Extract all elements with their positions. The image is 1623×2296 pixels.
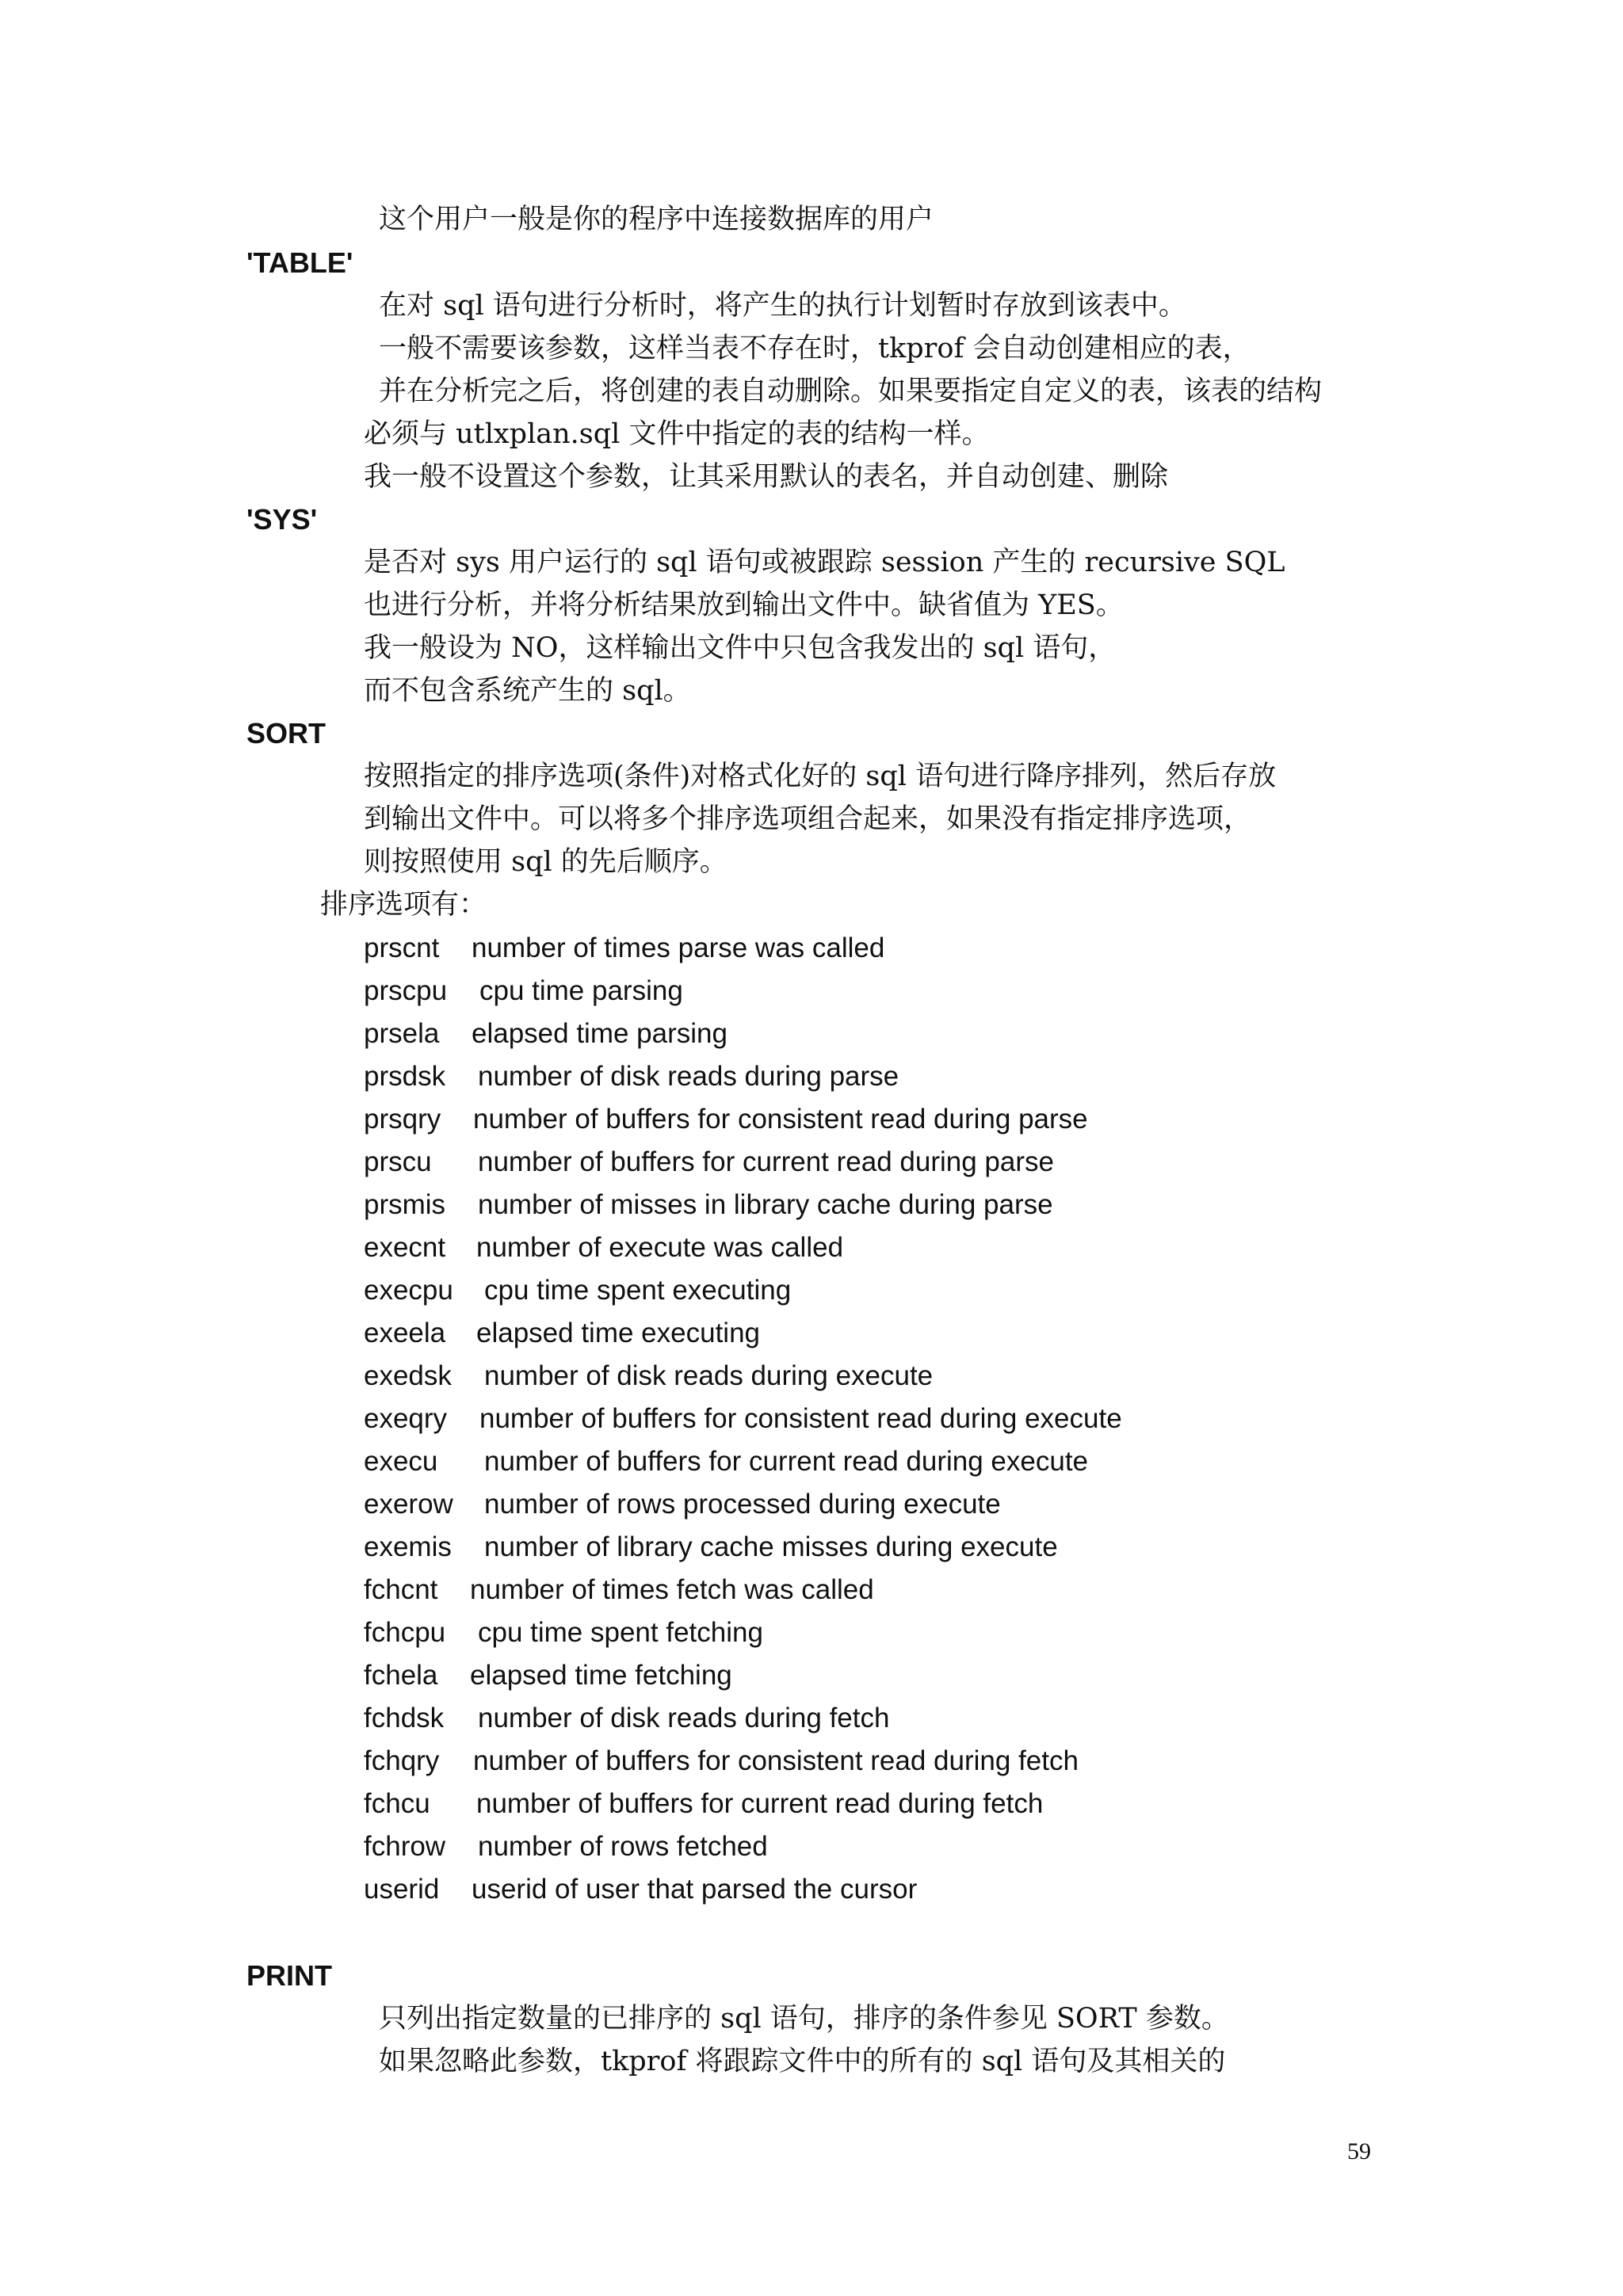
sys-line-3: 我一般设为 NO，这样输出文件中只包含我发出的 sql 语句， [364, 632, 1117, 664]
sort-option-key: prsqry [364, 1104, 441, 1135]
sort-option-key: exedsk [364, 1360, 452, 1391]
sort-option-key: fchcu [364, 1788, 430, 1819]
table-line-4: 必须与 utlxplan.sql 文件中指定的表的结构一样。 [364, 418, 990, 450]
sort-option-key: prscnt [364, 933, 440, 963]
sort-option-description: number of rows fetched [478, 1831, 768, 1862]
sort-option-description: number of disk reads during fetch [478, 1703, 890, 1733]
sort-option-description: cpu time spent fetching [478, 1617, 763, 1648]
sort-options-label: 排序选项有： [320, 889, 487, 921]
sort-option-description: number of library cache misses during execute [484, 1531, 1058, 1562]
sys-line-1: 是否对 sys 用户运行的 sql 语句或被跟踪 session 产生的 recursive SQL [364, 547, 1285, 578]
intro-line: 这个用户一般是你的程序中连接数据库的用户 [379, 204, 934, 235]
sort-option-description: cpu time spent executing [484, 1275, 792, 1306]
sort-option-key: fchcpu [364, 1617, 446, 1648]
table-line-5: 我一般不设置这个参数，让其采用默认的表名，并自动创建、删除 [364, 461, 1169, 493]
sort-line-2: 到输出文件中。可以将多个排序选项组合起来，如果没有指定排序选项， [364, 803, 1252, 835]
sort-option-description: elapsed time fetching [470, 1660, 732, 1691]
sort-option-description: number of misses in library cache during parse [478, 1189, 1053, 1220]
sys-line-2: 也进行分析，并将分析结果放到输出文件中。缺省值为 YES。 [364, 589, 1124, 621]
sort-option-description: number of buffers for consistent read during execute [479, 1403, 1122, 1434]
sort-option-description: cpu time parsing [479, 975, 683, 1006]
heading-print: PRINT [246, 1959, 332, 1992]
sort-option-key: execu [364, 1446, 438, 1477]
sort-option-key: execnt [364, 1232, 446, 1263]
sort-option-key: fchdsk [364, 1703, 445, 1733]
sort-line-3: 则按照使用 sql 的先后顺序。 [364, 846, 727, 878]
sort-option-description: number of buffers for consistent read during fetch [473, 1745, 1079, 1776]
table-line-3: 并在分析完之后，将创建的表自动删除。如果要指定自定义的表，该表的结构 [379, 376, 1323, 407]
sort-option-key: prscpu [364, 975, 448, 1006]
sort-option-description: number of buffers for current read during fetch [476, 1788, 1044, 1819]
page-number: 59 [1347, 2138, 1371, 2164]
sort-option-description: elapsed time parsing [472, 1018, 727, 1049]
sort-option-key: fchcnt [364, 1574, 438, 1605]
sort-option-description: elapsed time executing [476, 1318, 760, 1348]
heading-sort: SORT [246, 717, 327, 749]
sort-option-key: exeela [364, 1318, 446, 1348]
sort-option-key: fchrow [364, 1831, 446, 1862]
sort-option-description: number of buffers for current read during parse [478, 1146, 1054, 1177]
sort-line-1: 按照指定的排序选项(条件)对格式化好的 sql 语句进行降序排列，然后存放 [364, 761, 1277, 792]
sort-option-key: exeqry [364, 1403, 448, 1434]
sort-option-description: number of disk reads during execute [484, 1360, 934, 1391]
sort-option-description: number of buffers for consistent read during parse [473, 1104, 1088, 1135]
sort-option-key: prsela [364, 1018, 440, 1049]
sort-option-description: number of disk reads during parse [478, 1061, 899, 1092]
table-line-2: 一般不需要该参数，这样当表不存在时，tkprof 会自动创建相应的表， [379, 333, 1251, 364]
table-line-1: 在对 sql 语句进行分析时，将产生的执行计划暂时存放到该表中。 [379, 290, 1186, 322]
sort-option-key: execpu [364, 1275, 453, 1306]
sys-line-4: 而不包含系统产生的 sql。 [364, 675, 691, 707]
sort-option-key: exemis [364, 1531, 452, 1562]
heading-table: 'TABLE' [246, 246, 353, 279]
sort-option-key: prscu [364, 1146, 432, 1177]
sort-option-key: prsdsk [364, 1061, 446, 1092]
sort-option-description: number of times fetch was called [470, 1574, 874, 1605]
heading-sys: 'SYS' [246, 503, 318, 536]
sort-option-description: number of rows processed during execute [484, 1489, 1001, 1520]
sort-option-key: fchqry [364, 1745, 440, 1776]
sort-option-key: userid [364, 1874, 440, 1905]
sort-option-description: userid of user that parsed the cursor [472, 1874, 918, 1905]
sort-option-key: fchela [364, 1660, 438, 1691]
sort-option-key: exerow [364, 1489, 453, 1520]
sort-option-description: number of times parse was called [472, 933, 885, 963]
print-line-2: 如果忽略此参数，tkprof 将跟踪文件中的所有的 sql 语句及其相关的 [379, 2046, 1226, 2077]
sort-option-description: number of buffers for current read during execute [484, 1446, 1089, 1477]
print-line-1: 只列出指定数量的已排序的 sql 语句，排序的条件参见 SORT 参数。 [379, 2003, 1229, 2035]
sort-option-key: prsmis [364, 1189, 446, 1220]
sort-option-description: number of execute was called [476, 1232, 844, 1263]
